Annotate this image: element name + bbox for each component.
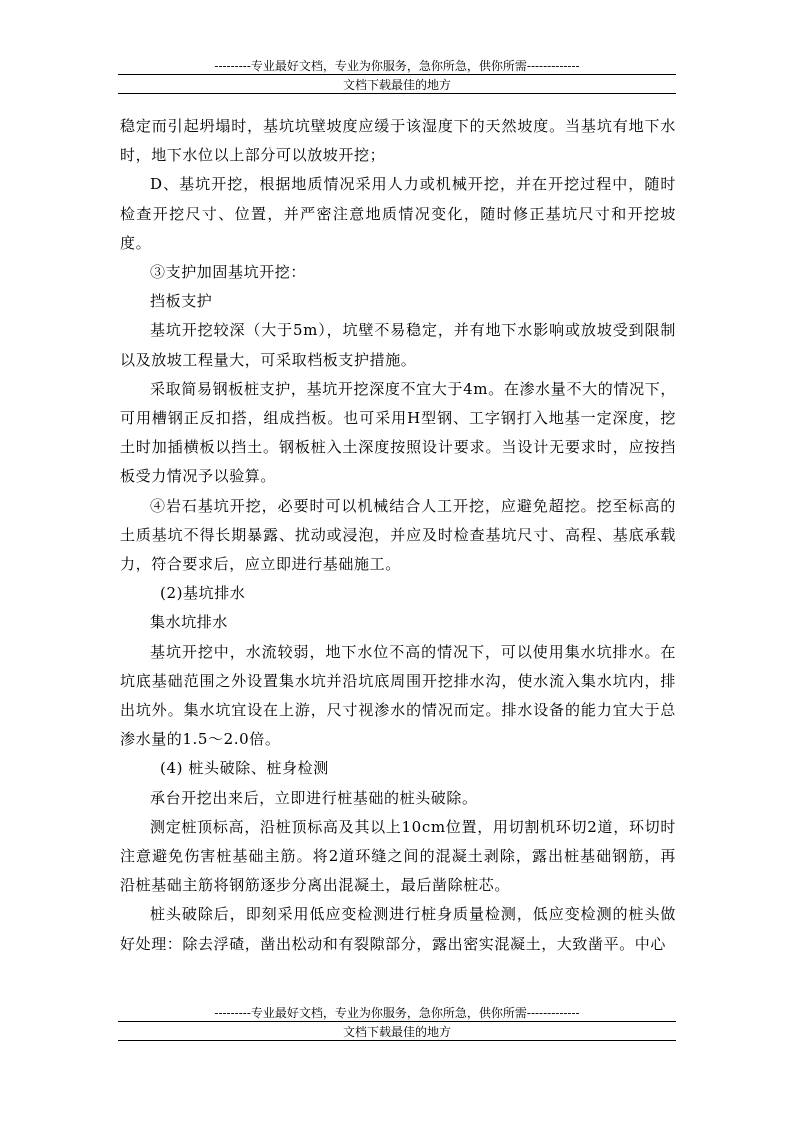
- paragraph: 基坑开挖较深（大于5m），坑壁不易稳定，并有地下水影响或放坡受到限制以及放坡工程量大，可采取档板支护措施。: [120, 321, 676, 369]
- paragraph: 测定桩顶标高，沿桩顶标高及其以上10cm位置，用切割机环切2道，环切时注意避免伤害桩基础主筋。将2道环缝之间的混凝土剥除，露出桩基础钢筋，再沿桩基础主筋将钢筋逐步分离出混凝土，最后凿除桩芯。: [120, 817, 676, 895]
- section-heading: (2)基坑排水: [160, 584, 246, 603]
- paragraph: 承台开挖出来后，立即进行桩基础的桩头破除。: [150, 788, 478, 807]
- paragraph: 桩头破除后，即刻采用低应变检测进行桩身质量检测，低应变检测的桩头做好处理：除去浮碴，凿出松动和有裂隙部分，露出密实混凝土，大致凿平。中心: [120, 905, 676, 953]
- footer-rule: [118, 1021, 676, 1022]
- paragraph: 采取简易钢板桩支护，基坑开挖深度不宜大于4m。在渗水量不大的情况下，可用槽钢正反扣搭，组成挡板。也可采用H型钢、工字钢打入地基一定深度，挖土时加插横板以挡土。钢板桩入土深度按照设计要求。当设计无要求时，应按挡板受力情况予以验算。: [120, 379, 676, 486]
- section-heading: ③支护加固基坑开挖：: [150, 263, 307, 282]
- paragraph: 稳定而引起坍塌时，基坑坑壁坡度应缓于该湿度下的天然坡度。当基坑有地下水时，地下水位以上部分可以放坡开挖；: [120, 117, 676, 165]
- subsection-heading: 挡板支护: [150, 292, 213, 311]
- section-heading: (4) 桩头破除、桩身检测: [160, 759, 329, 778]
- paragraph: ④岩石基坑开挖，必要时可以机械结合人工开挖，应避免超挖。挖至标高的土质基坑不得长期暴露、扰动或浸泡，并应及时检查基坑尺寸、高程、基底承载力，符合要求后，应立即进行基础施工。: [120, 496, 676, 574]
- paragraph: D、基坑开挖，根据地质情况采用人力或机械开挖，并在开挖过程中，随时检查开挖尺寸、位置，并严密注意地质情况变化，随时修正基坑尺寸和开挖坡度。: [120, 175, 676, 252]
- paragraph: 基坑开挖中，水流较弱，地下水位不高的情况下，可以使用集水坑排水。在坑底基础范围之外设置集水坑并沿坑底周围开挖排水沟，使水流入集水坑内，排出坑外。集水坑宜设在上游，尺寸视渗水的情况而定。排水设备的能力宜大于总渗水量的1.5～2.0倍。: [120, 642, 676, 749]
- subsection-heading: 集水坑排水: [150, 613, 229, 632]
- header-tagline: ---------专业最好文档，专业为你服务，急你所急，供你所需-------------: [214, 59, 580, 73]
- footer-subtitle: 文档下载最佳的地方: [118, 1024, 676, 1041]
- header-rule: [118, 74, 676, 75]
- document-body: [120, 112, 676, 959]
- header-subtitle: 文档下载最佳的地方: [118, 77, 676, 94]
- footer-tagline: ---------专业最好文档，专业为你服务，急你所急，供你所需-------------: [214, 1006, 580, 1020]
